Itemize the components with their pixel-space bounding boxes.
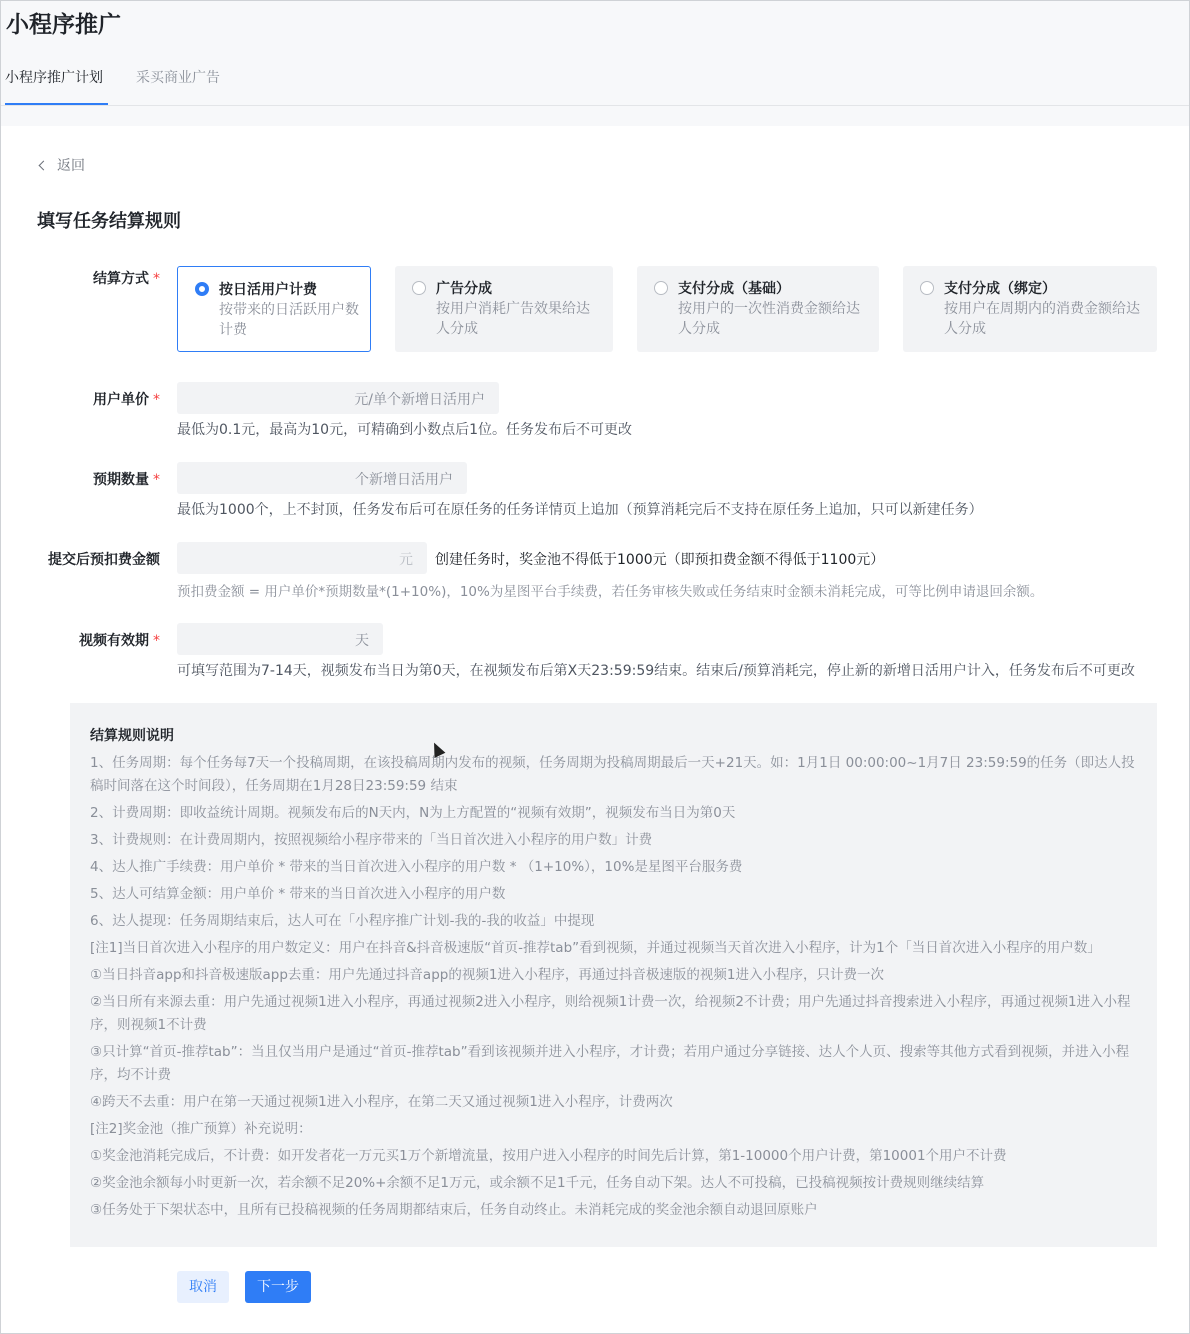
option-desc: 按带来的日活跃用户数计费 (219, 302, 359, 338)
unit-price-suffix: 元/单个新增日活用户 (354, 392, 485, 408)
radio-icon (920, 281, 934, 295)
prepay-suffix: 元 (399, 552, 413, 568)
rule-item: ①当日抖音app和抖音极速版app去重：用户先通过抖音app的视频1进入小程序，再通过抖音极速版的视频1进入小程序，只计费一次 (90, 967, 885, 983)
rule-item: 5、达人可结算金额：用户单价 * 带来的当日首次进入小程序的用户数 (90, 886, 506, 902)
prepay-label: 提交后预扣费金额 (48, 552, 160, 568)
option-desc: 按用户在周期内的消费金额给达人分成 (944, 301, 1140, 337)
option-ad-share[interactable] (395, 266, 613, 352)
rule-item: [注1]当日首次进入小程序的用户数定义：用户在抖音&抖音极速版“首页-推荐tab”看到视频，并通过视频当天首次进入小程序，计为1个「当日首次进入小程序的用户数」 (90, 940, 1101, 956)
option-pay-share-basic[interactable] (637, 266, 879, 352)
required-mark: * (153, 392, 160, 408)
rule-item: ②当日所有来源去重：用户先通过视频1进入小程序，再通过视频2进入小程序，则给视频1计费一次，给视频2不计费；用户先通过抖音搜索进入小程序，再通过视频1进入小程序，则视频1不计费 (90, 994, 1131, 1033)
tab-mini-program-plan[interactable]: 小程序推广计划 (5, 67, 108, 103)
top-header (1, 1, 1189, 126)
rule-item: ③任务处于下架状态中，且所有已投稿视频的任务周期都结束后，任务自动终止。未消耗完成的奖金池余额自动退回原账户 (90, 1202, 818, 1218)
back-label: 返回 (57, 158, 85, 174)
radio-icon (412, 281, 426, 295)
required-mark: * (153, 472, 160, 488)
rules-title: 结算规则说明 (90, 728, 174, 744)
unit-price-input[interactable] (177, 382, 499, 414)
option-title: 按日活用户计费 (219, 282, 317, 298)
settlement-method-label: 结算方式 * (93, 271, 160, 287)
prepay-amount-field (177, 542, 427, 574)
expected-qty-label: 预期数量 * (93, 472, 160, 488)
option-title: 广告分成 (436, 281, 492, 297)
next-step-button[interactable]: 下一步 (245, 1271, 311, 1303)
chevron-left-icon (39, 160, 49, 170)
option-title: 支付分成（绑定） (944, 281, 1056, 297)
rule-item: ②奖金池余额每小时更新一次，若余额不足20%+余额不足1万元，或余额不足1千元，任务自动下架。达人不可投稿，已投稿视频按计费规则继续结算 (90, 1175, 985, 1191)
tab-bar (1, 67, 1189, 106)
validity-suffix: 天 (355, 633, 369, 649)
option-desc: 按用户的一次性消费金额给达人分成 (678, 301, 860, 337)
required-mark: * (153, 633, 160, 649)
option-desc: 按用户消耗广告效果给达人分成 (436, 301, 590, 337)
option-daily-active-billing[interactable] (177, 266, 371, 352)
rule-item: ①奖金池消耗完成后，不计费：如开发者花一万元买1万个新增流量，按用户进入小程序的时间先后计算，第1-10000个用户计费，第10001个用户不计费 (90, 1148, 1007, 1164)
validity-input[interactable] (177, 623, 383, 655)
rule-item: ④跨天不去重：用户在第一天通过视频1进入小程序，在第二天又通过视频1进入小程序，计费两次 (90, 1094, 673, 1110)
radio-selected-icon (195, 282, 209, 296)
option-pay-share-bound[interactable] (903, 266, 1157, 352)
option-title: 支付分成（基础） (678, 281, 790, 297)
rule-item: ③只计算“首页-推荐tab”：当且仅当用户是通过“首页-推荐tab”看到该视频并进入小程序，才计费；若用户通过分享链接、达人个人页、搜索等其他方式看到视频，并进入小程序，均不计费 (90, 1044, 1130, 1083)
rule-item: 3、计费规则：在计费周期内，按照视频给小程序带来的「当日首次进入小程序的用户数」计费 (90, 832, 653, 848)
radio-icon (654, 281, 668, 295)
rules-panel (70, 703, 1157, 1247)
unit-price-label: 用户单价 * (93, 392, 160, 408)
prepay-hint: 预扣费金额 = 用户单价*预期数量*(1+10%)，10%为星图平台手续费，若任务审核失败或任务结束时金额未消耗完成，可等比例申请退回余额。 (177, 584, 1044, 600)
required-mark: * (153, 271, 160, 287)
expected-qty-suffix: 个新增日活用户 (355, 472, 453, 488)
section-title: 填写任务结算规则 (37, 211, 181, 232)
page-title: 小程序推广 (6, 12, 121, 38)
validity-hint: 可填写范围为7-14天，视频发布当日为第0天，在视频发布后第X天23:59:59结束。结束后/预算消耗完，停止新的新增日活用户计入，任务发布后不可更改 (177, 663, 1135, 679)
expected-qty-input[interactable] (177, 462, 467, 494)
back-link[interactable] (40, 155, 85, 175)
rule-item: 4、达人推广手续费：用户单价 * 带来的当日首次进入小程序的用户数 * （1+10%），10%是星图平台服务费 (90, 859, 743, 875)
tab-buy-ads[interactable]: 采买商业广告 (136, 70, 220, 86)
rule-item: [注2]奖金池（推广预算）补充说明： (90, 1121, 312, 1137)
expected-qty-hint: 最低为1000个，上不封顶，任务发布后可在原任务的任务详情页上追加（预算消耗完后不支持在原任务上追加，只可以新建任务） (177, 502, 983, 518)
rule-item: 2、计费周期：即收益统计周期。视频发布后的N天内，N为上方配置的“视频有效期”，视频发布当日为第0天 (90, 805, 736, 821)
rule-item: 6、达人提现：任务周期结束后，达人可在「小程序推广计划-我的-我的收益」中提现 (90, 913, 595, 929)
validity-label: 视频有效期 * (79, 633, 160, 649)
unit-price-hint: 最低为0.1元，最高为10元，可精确到小数点后1位。任务发布后不可更改 (177, 422, 632, 438)
cancel-button[interactable]: 取消 (177, 1271, 229, 1303)
rule-item: 1、任务周期：每个任务每7天一个投稿周期，在该投稿周期内发布的视频，任务周期为投稿周期最后一天+21天。如：1月1日 00:00:00~1月7日 23:59:59的任务（即达人投稿时间落在这个时间段），任务周期在1月28日23:59:59 结束 (90, 755, 1135, 794)
prepay-note: 创建任务时，奖金池不得低于1000元（即预扣费金额不得低于1100元） (435, 552, 885, 568)
